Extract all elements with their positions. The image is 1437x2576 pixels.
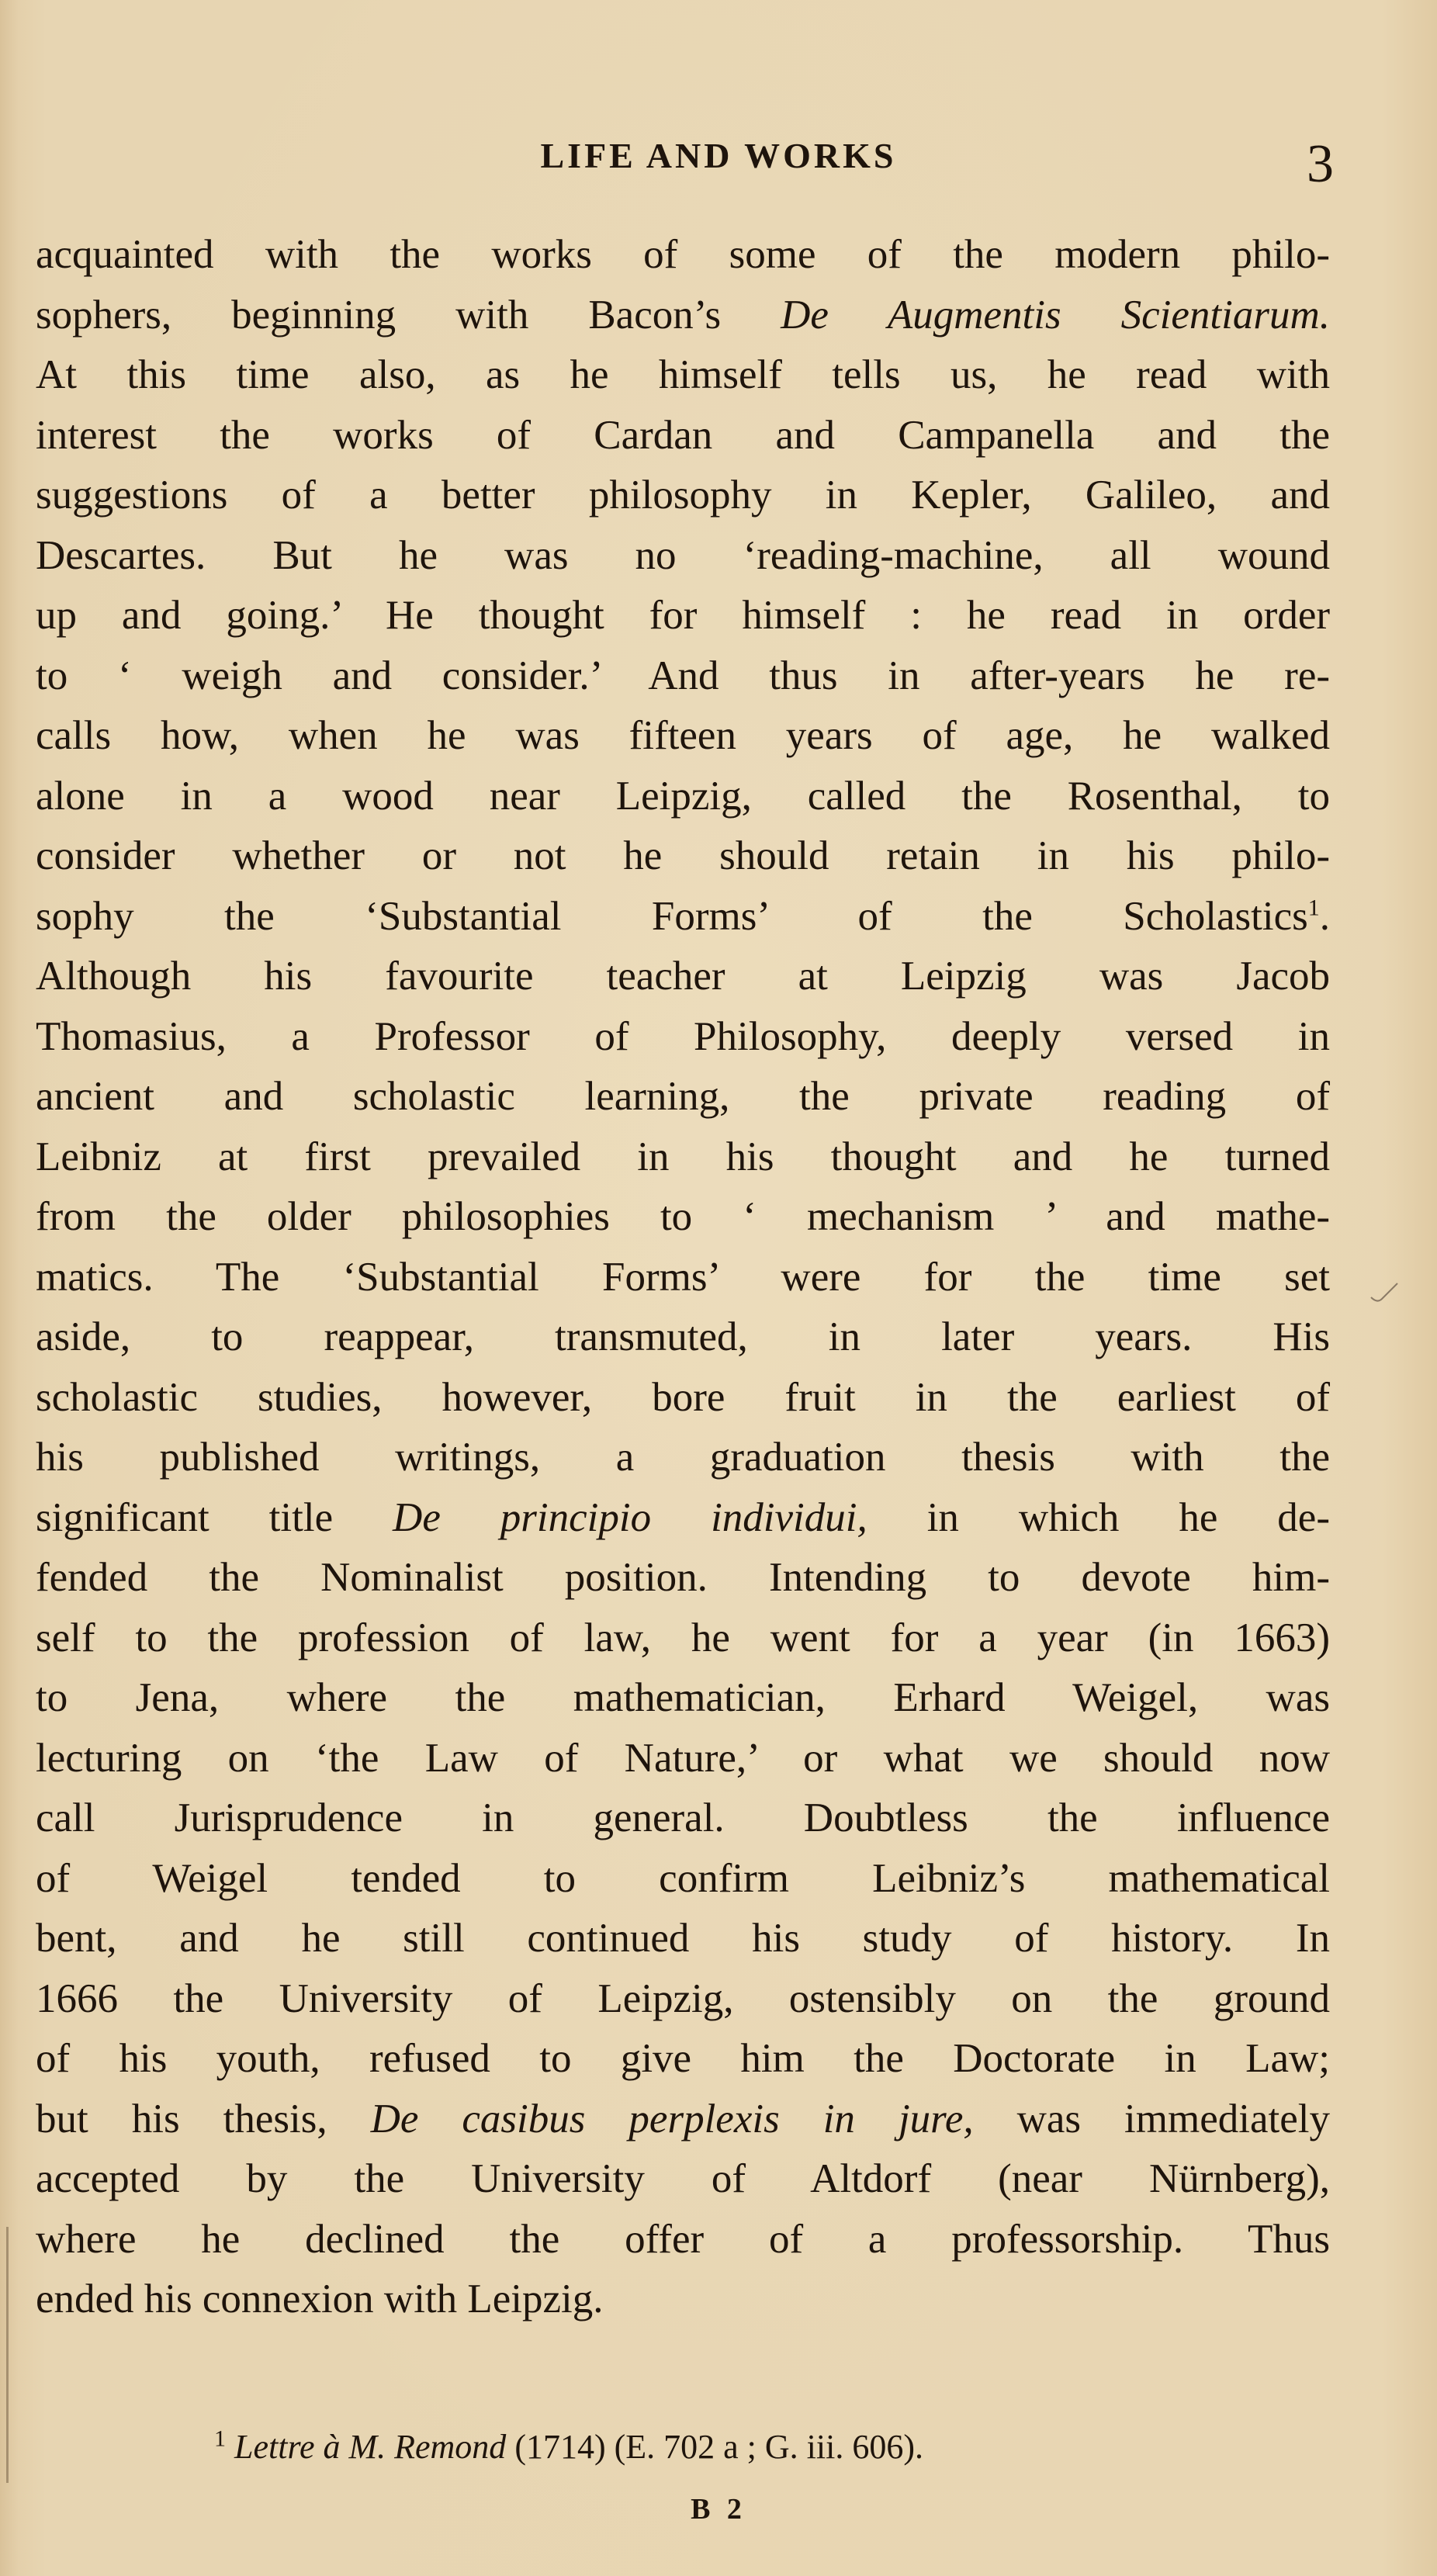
text-run: of Weigel tended to confirm Leibniz’s mathematical — [36, 1855, 1330, 1901]
signature-mark: B 2 — [691, 2493, 746, 2526]
text-run: fended the Nominalist position. Intending to devote him- — [36, 1555, 1330, 1600]
text-run: suggestions of a better philosophy in Kepler, Galileo, and — [36, 473, 1330, 518]
text-line — [36, 586, 1330, 646]
text-run: where he declined the offer of a professorship. Thus — [36, 2216, 1330, 2262]
text-line — [36, 1187, 1330, 1248]
text-run: alone in a wood near Leipzig, called the Rosenthal, to — [36, 773, 1330, 819]
text-line — [36, 526, 1330, 587]
text-line — [36, 1368, 1330, 1428]
text-line — [36, 1668, 1330, 1729]
text-line — [36, 286, 1330, 346]
text-run: up and going.’ He thought for himself : he read in order — [36, 593, 1330, 638]
italic-title: De principio individui, — [393, 1494, 867, 1540]
text-run: aside, to reappear, transmuted, in later years. His — [36, 1314, 1330, 1359]
text-run: in which he de- — [867, 1494, 1330, 1540]
text-line — [36, 887, 1330, 947]
text-run: ancient and scholastic learning, the private reading of — [36, 1074, 1330, 1119]
text-run: his published writings, a graduation thesis with the — [36, 1435, 1330, 1480]
text-run: At this time also, as he himself tells us, he read with — [36, 352, 1330, 397]
text-line — [36, 2029, 1330, 2090]
text-line — [36, 2270, 1330, 2330]
text-line — [36, 646, 1330, 707]
text-run: Thomasius, a Professor of Philosophy, deeply versed in — [36, 1013, 1330, 1059]
text-run: of his youth, refused to give him the Doctorate in Law; — [36, 2036, 1330, 2081]
pencil-tick-mark — [1369, 1280, 1401, 1304]
text-run: to Jena, where the mathematician, Erhard Weigel, was — [36, 1675, 1330, 1720]
text-run: accepted by the University of Altdorf (near Nürnberg), — [36, 2156, 1330, 2201]
footnote-reference: 1 — [1307, 894, 1320, 920]
text-run: from the older philosophies to ‘ mechanism ’ and mathe- — [36, 1194, 1330, 1239]
text-run: to ‘ weigh and consider.’ And thus in after-years he re- — [36, 653, 1330, 698]
text-run: interest the works of Cardan and Campanella and the — [36, 412, 1330, 458]
page-number: 3 — [1307, 134, 1334, 194]
text-run: self to the profession of law, he went for a year (in 1663) — [36, 1615, 1330, 1660]
text-line — [36, 345, 1330, 406]
text-run: acquainted with the works of some of the modern philo- — [36, 232, 1330, 277]
text-line — [36, 1729, 1330, 1789]
text-line — [36, 2149, 1330, 2210]
text-run: significant title — [36, 1494, 393, 1540]
text-run: was immediately — [973, 2096, 1330, 2141]
italic-title: De Augmentis Scientiarum. — [781, 292, 1330, 338]
text-run: ended his connexion with Leipzig. — [36, 2277, 604, 2322]
text-run: . — [1319, 893, 1330, 939]
text-run: sophers, beginning with Bacon’s — [36, 292, 781, 338]
text-run: call Jurisprudence in general. Doubtless the influence — [36, 1795, 1330, 1840]
running-head: LIFE AND WORKS — [540, 136, 897, 175]
text-line — [36, 1788, 1330, 1849]
text-line — [36, 1909, 1330, 1969]
text-line — [36, 1548, 1330, 1608]
text-line — [36, 767, 1330, 827]
page-header — [0, 130, 1437, 192]
text-line — [36, 1007, 1330, 1068]
text-line — [36, 225, 1330, 286]
footnote-citation: (1714) (E. 702 a ; G. iii. 606). — [506, 2428, 924, 2466]
text-run: sophy the ‘Substantial Forms’ of the Scholastics — [36, 893, 1308, 939]
text-line — [36, 1969, 1330, 2030]
text-run: but his thesis, — [36, 2096, 371, 2141]
text-run: lecturing on ‘the Law of Nature,’ or what we should now — [36, 1735, 1330, 1781]
footnote-title: Lettre à M. Remond — [234, 2428, 507, 2466]
text-run: calls how, when he was fifteen years of age, he walked — [36, 713, 1330, 758]
footnote-marker: 1 — [214, 2425, 226, 2452]
text-line — [36, 1248, 1330, 1308]
text-run: Although his favourite teacher at Leipzig was Jacob — [36, 954, 1330, 999]
text-run: bent, and he still continued his study of history. In — [36, 1916, 1330, 1961]
text-line — [36, 406, 1330, 466]
text-line — [36, 947, 1330, 1007]
text-line — [36, 1849, 1330, 1909]
text-run: consider whether or not he should retain in his philo- — [36, 833, 1330, 878]
text-line — [36, 466, 1330, 526]
footnote — [214, 2427, 923, 2467]
text-line — [36, 2090, 1330, 2150]
text-line — [36, 1307, 1330, 1368]
italic-title: De casibus perplexis in jure, — [370, 2096, 974, 2141]
body-paragraph — [36, 225, 1330, 2330]
text-run: Leibniz at first prevailed in his thought and he turned — [36, 1134, 1330, 1179]
text-run: Descartes. But he was no ‘reading-machine, all wound — [36, 532, 1330, 578]
text-line — [36, 1488, 1330, 1549]
text-line — [36, 2210, 1330, 2270]
text-line — [36, 1428, 1330, 1488]
text-line — [36, 706, 1330, 767]
gutter-shadow — [6, 2227, 9, 2483]
text-run: 1666 the University of Leipzig, ostensibly on the ground — [36, 1975, 1330, 2021]
text-line — [36, 1127, 1330, 1188]
text-run: scholastic studies, however, bore fruit in the earliest of — [36, 1374, 1330, 1420]
text-line — [36, 1067, 1330, 1127]
text-run: matics. The ‘Substantial Forms’ were for the time set — [36, 1254, 1330, 1300]
text-line — [36, 1608, 1330, 1669]
text-line — [36, 826, 1330, 887]
